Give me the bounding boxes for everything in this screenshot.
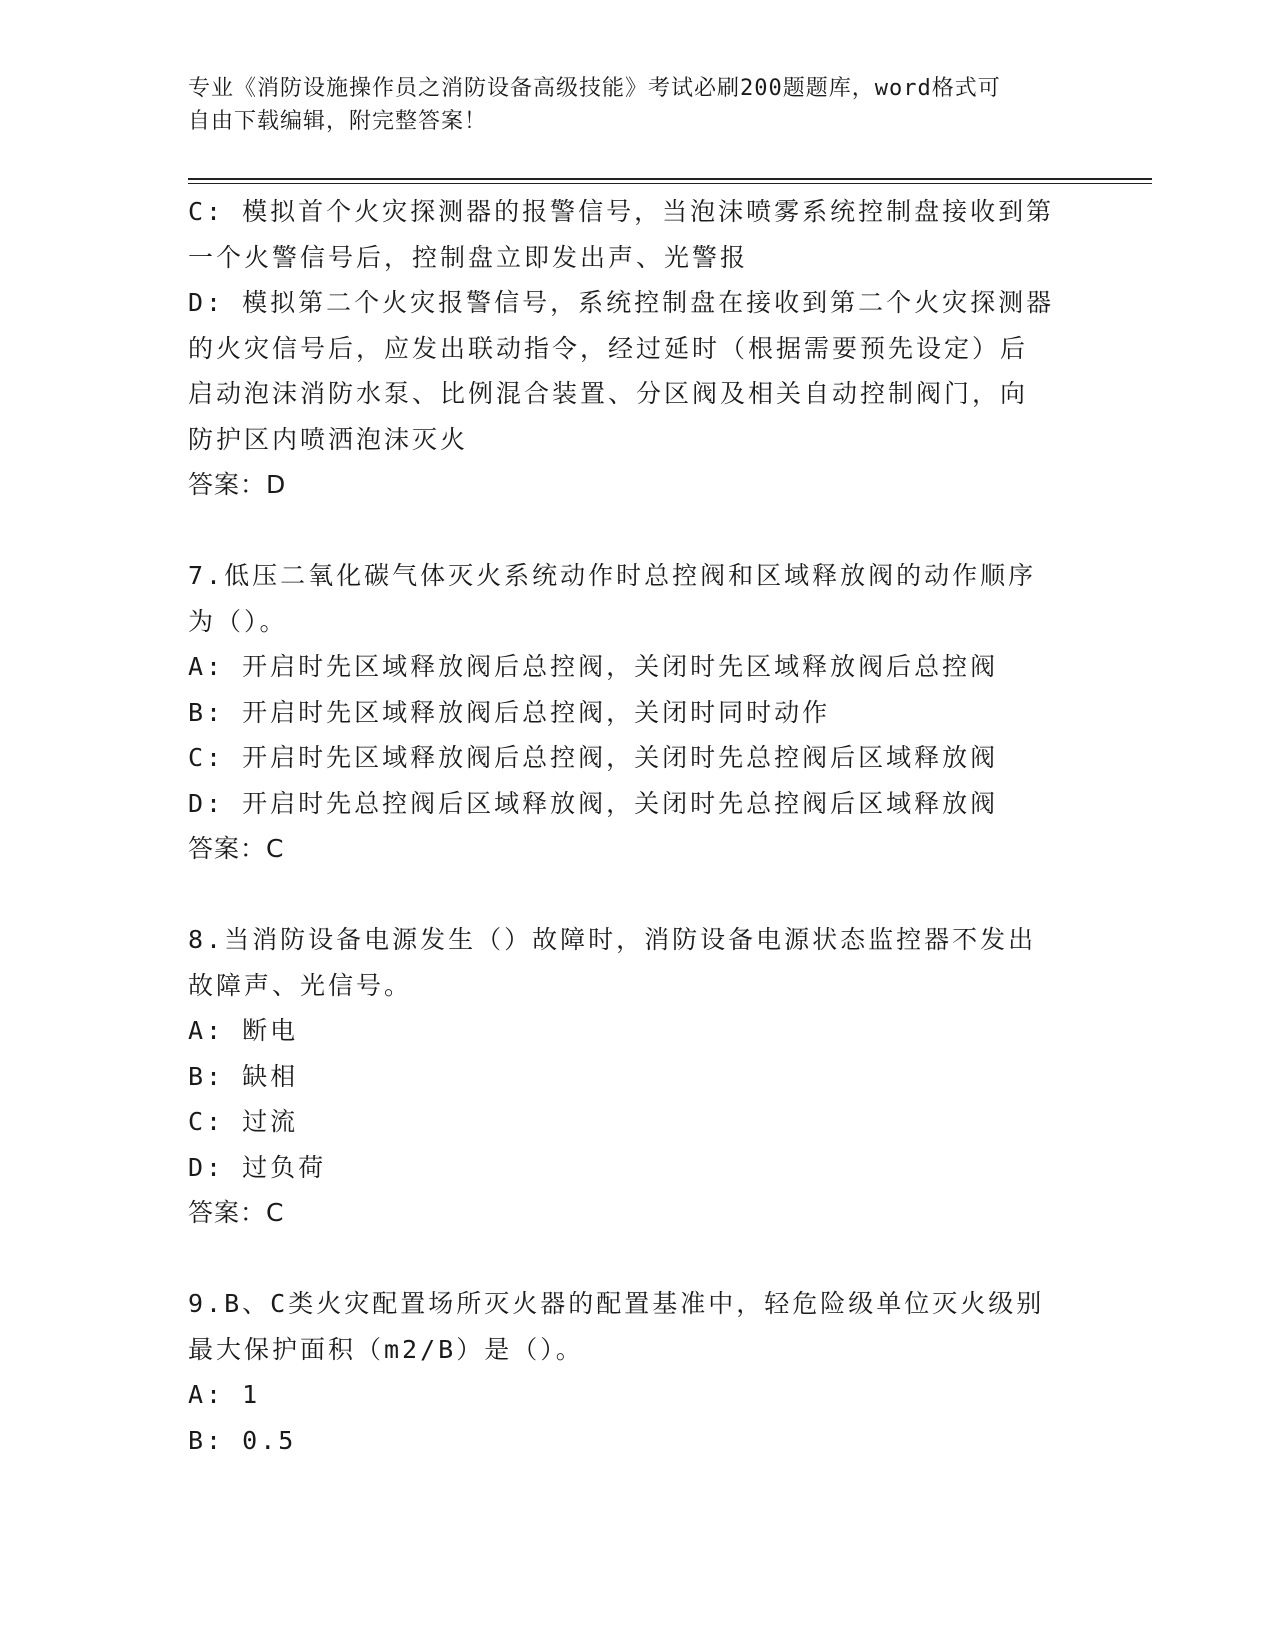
q8-option-b: B: 缺相 — [188, 1061, 299, 1091]
spacer — [188, 1236, 1088, 1282]
q8-stem-line-1: 8.当消防设备电源发生（）故障时，消防设备电源状态监控器不发出 — [188, 925, 1037, 954]
q9-stem-line-1: 9.B、C类火灾配置场所灭火器的配置基准中，轻危险级单位灭火级别 — [188, 1289, 1045, 1318]
q6-answer: 答案：D — [188, 470, 287, 499]
q7-stem-line-2: 为（）。 — [188, 606, 288, 636]
q8-answer: 答案：C — [188, 1198, 285, 1227]
q8-option-a: A: 断电 — [188, 1016, 299, 1045]
q7-option-a: A: 开启时先区域释放阀后总控阀，关闭时先区域释放阀后总控阀 — [188, 652, 999, 681]
header-line-2: 自由下载编辑，附完整答案！ — [188, 109, 488, 134]
q8-option-c: C: 过流 — [188, 1107, 299, 1136]
question-9 — [188, 1281, 1088, 1463]
q7-option-d: D: 开启时先总控阀后区域释放阀，关闭时先总控阀后区域释放阀 — [188, 788, 999, 818]
header-line-1: 专业《消防设施操作员之消防设备高级技能》考试必刷200题题库，word格式可 — [188, 76, 1001, 101]
q6-option-d-line-1: D: 模拟第二个火灾报警信号，系统控制盘在接收到第二个火灾探测器 — [188, 288, 1055, 317]
question-8 — [188, 917, 1088, 1236]
question-7 — [188, 553, 1088, 872]
q8-stem-line-2: 故障声、光信号。 — [188, 970, 413, 1000]
q7-option-c: C: 开启时先区域释放阀后总控阀，关闭时先总控阀后区域释放阀 — [188, 743, 999, 772]
q7-option-b: B: 开启时先区域释放阀后总控阀，关闭时同时动作 — [188, 697, 831, 727]
document-header — [188, 72, 1088, 138]
q8-option-d: D: 过负荷 — [188, 1152, 327, 1182]
spacer — [188, 872, 1088, 918]
q6-option-d-line-3: 启动泡沫消防水泵、比例混合装置、分区阀及相关自动控制阀门，向 — [188, 379, 1029, 408]
q9-option-b: B: 0.5 — [188, 1425, 297, 1455]
spacer — [188, 508, 1088, 554]
header-divider-thin — [188, 183, 1152, 184]
question-6-remainder — [188, 189, 1088, 508]
document-body — [188, 189, 1088, 1463]
q9-stem-line-2: 最大保护面积（m2/B）是（）。 — [188, 1334, 584, 1364]
q6-option-d-line-2: 的火灾信号后，应发出联动指令，经过延时（根据需要预先设定）后 — [188, 333, 1029, 363]
header-divider-thick — [188, 178, 1152, 180]
q6-option-c-line-1: C: 模拟首个火灾探测器的报警信号，当泡沫喷雾系统控制盘接收到第 — [188, 197, 1055, 226]
q6-option-c-line-2: 一个火警信号后，控制盘立即发出声、光警报 — [188, 242, 749, 272]
q7-stem-line-1: 7.低压二氧化碳气体灭火系统动作时总控阀和区域释放阀的动作顺序 — [188, 561, 1037, 590]
q7-answer: 答案：C — [188, 834, 285, 863]
q6-option-d-line-4: 防护区内喷洒泡沫灭火 — [188, 424, 469, 454]
q9-option-a: A: 1 — [188, 1380, 261, 1409]
